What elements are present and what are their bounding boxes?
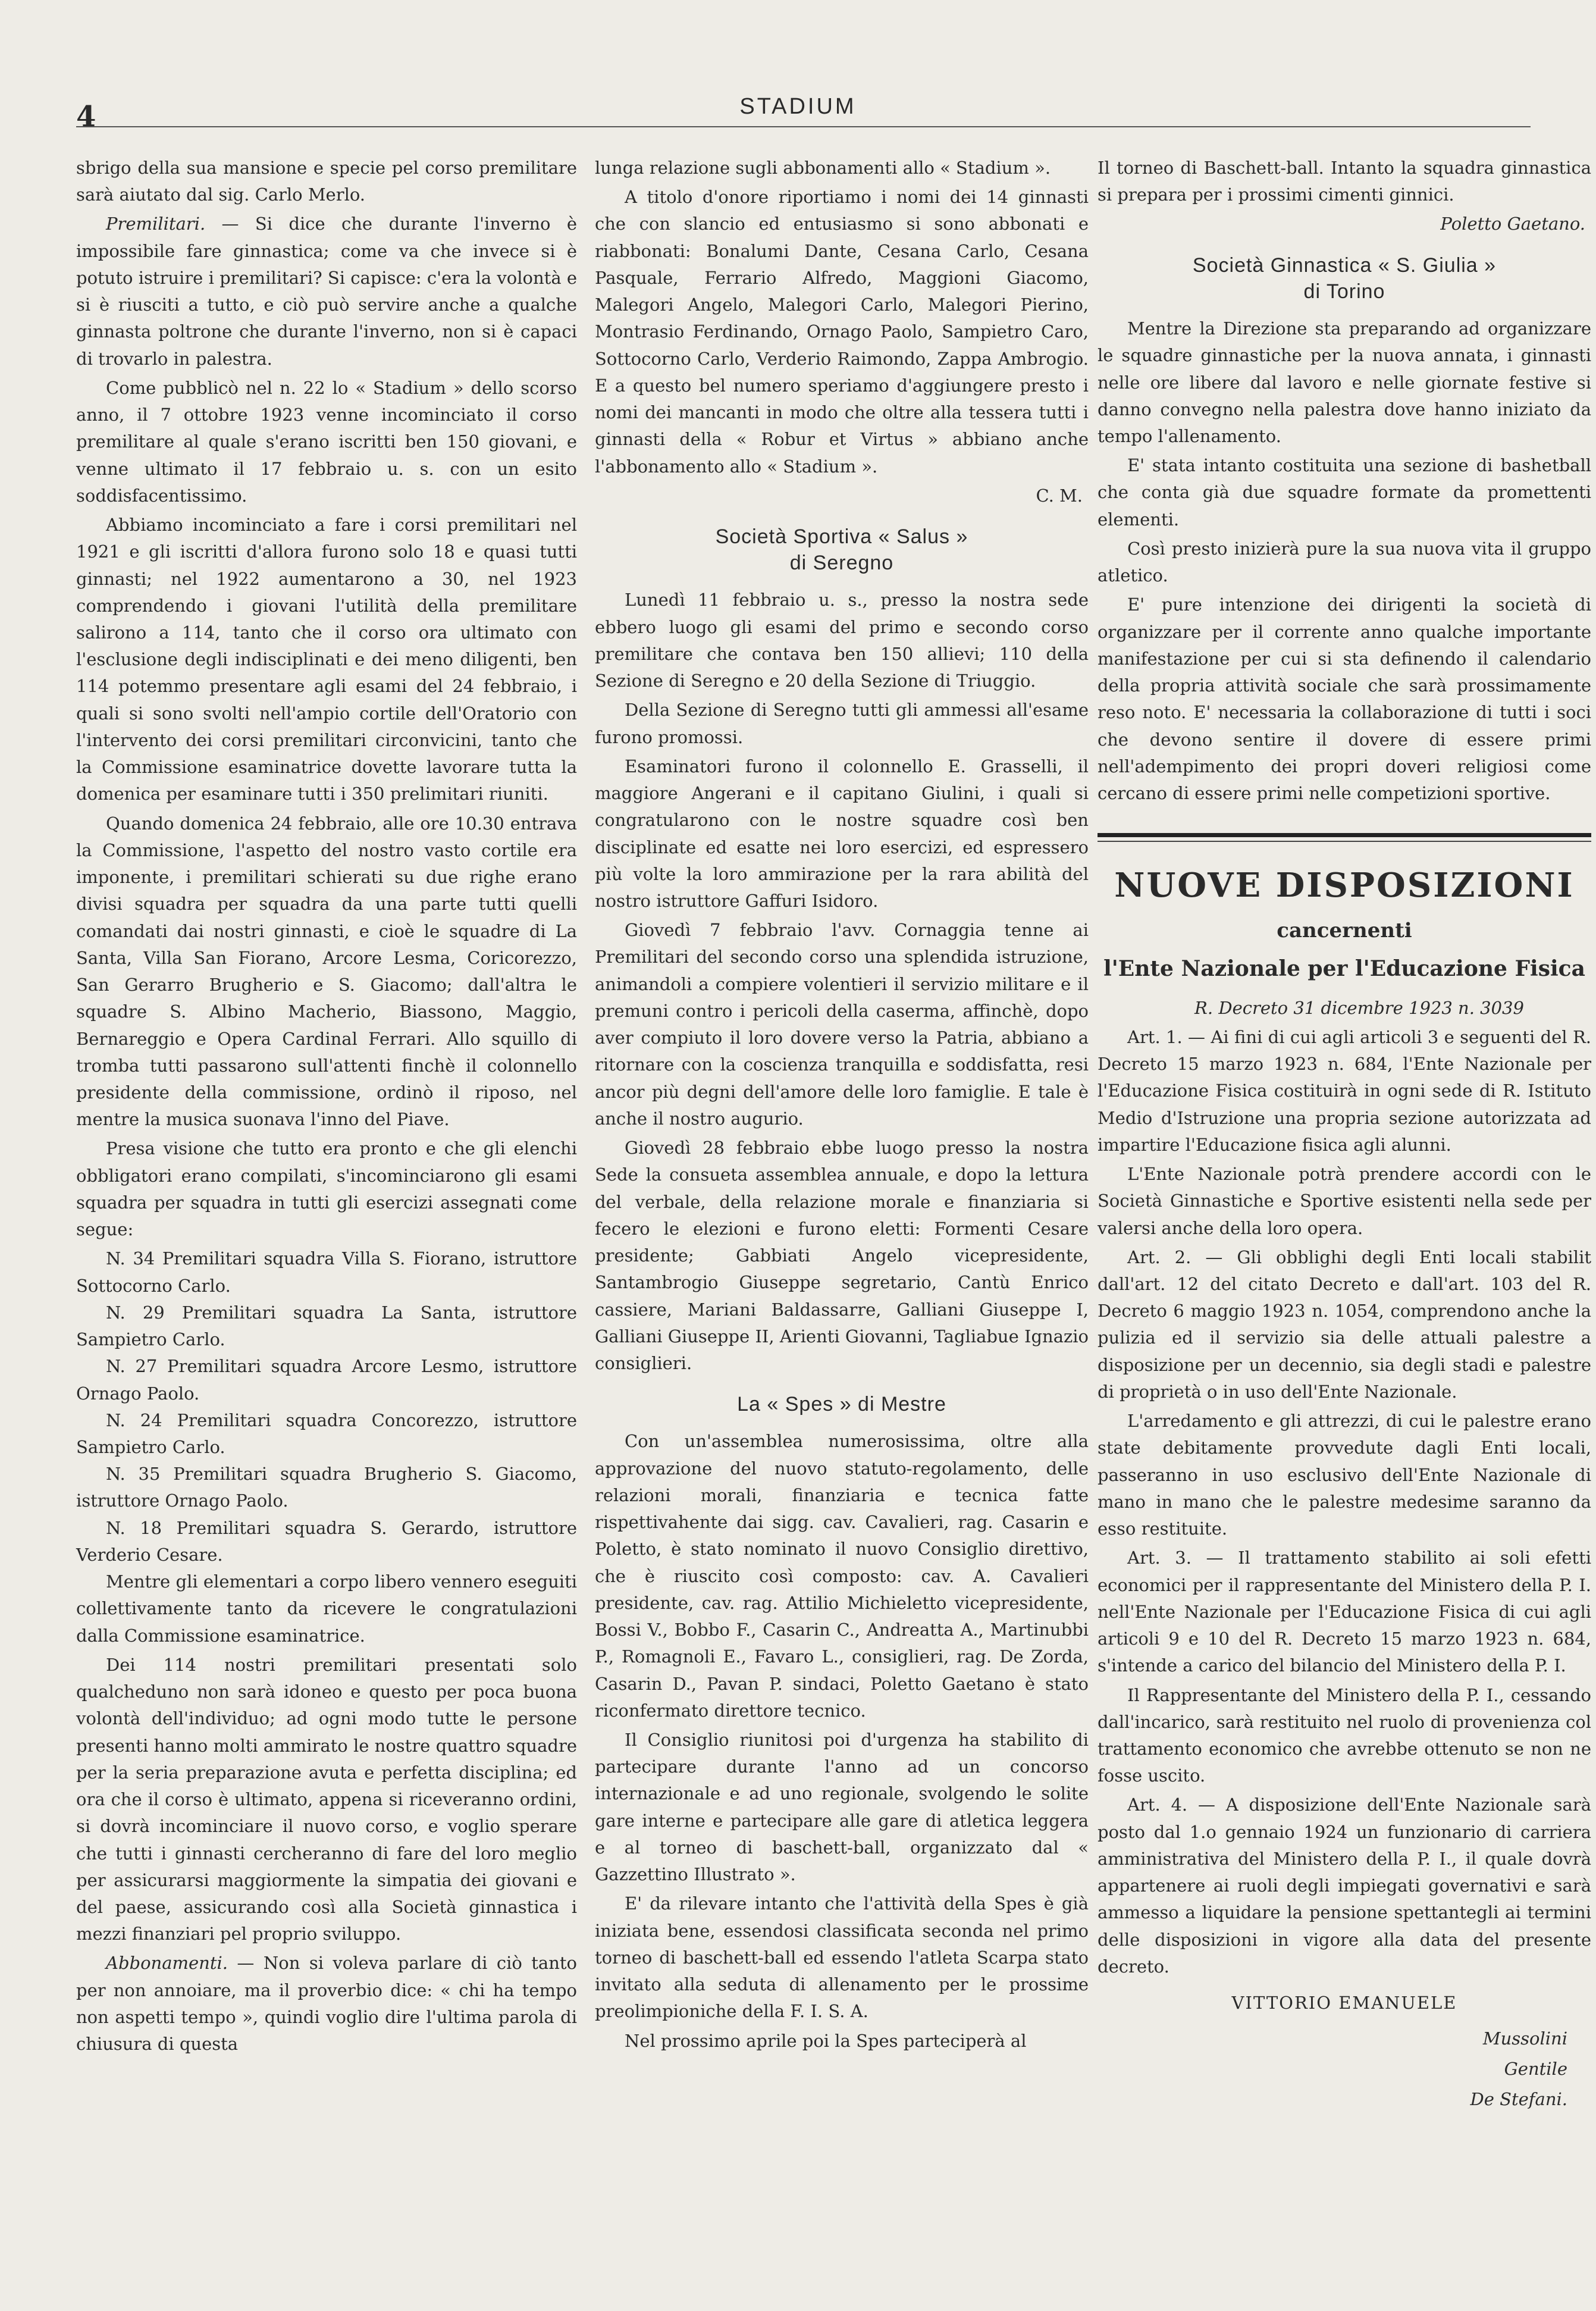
paragraph: Mentre gli elementari a corpo libero vennero eseguiti collettivamente tanto da ricevere le congratulazioni dalla Commissione esaminatrice. [76,1571,577,1646]
notice-title: NUOVE DISPOSIZIONI [1114,866,1575,906]
paragraph-premilitari [76,211,577,372]
paragraph: Quando domenica 24 febbraio, alle ore 10.30 entrava la Commissione, l'aspetto del nostro vasto cortile era imponente, i premilitari schierati su due righe erano divisi squadra per squadra da una parte tutti quelli comandati dai nostri ginnasti, e cioè le squadre di La Santa, Villa San Fiorano, Arcore Lesma, Coricorezzo, San Gerarro Brugherio e S. Giacomo; dall'altra le squadre S. Albino Macherio, Biassono, Maggio, Bernareggio e Opera Cardinal Ferrari. Allo squillo di tromba tutti passarono sull'attenti finchè il colonnello presidente della commissione, ordinò il riposo, nel mentre la musica suonava l'inno del Piave. [76,813,577,1130]
paragraph: Abbiamo incominciato a fare i corsi premilitari nel 1921 e gli iscritti d'allora furono solo 18 e quasi tutti ginnasti; nel 1922 aumentarono a 30, nel 1923 comprendendo i giovani l'utilità della premilitare salirono a 114, tanto che il corso ora ultimato con l'esclusione degli indisciplinati e dei meno diligenti, ben 114 potemmo presentare agli esami del 24 febbraio, i quali si sono svolti nell'ampio cortile dell'Oratorio con l'intervento dei corsi premilitari circonvicini, tanto che la Commissione esaminatrice dovette lavorare tutta la domenica per esaminare tutti i 350 prelimitari riuniti. [76,515,577,804]
article: Art. 2. — Gli obblighi degli Enti locali stabilit dall'art. 12 del citato Decreto e dall'art. 103 del R. Decreto 6 maggio 1923 n. 1054, comprendono anche la pulizia ed il servizio sia delle attuali palestre a disposizione per un decennio, sia degli stadi e palestre di proprietà o in uso dell'Ente Nazionale. [1098,1247,1591,1402]
section-heading-line: di Torino [1303,280,1385,303]
section-heading-line: Società Sportiva « Salus » [715,525,968,549]
paragraph-text: — Si dice che durante l'inverno è impossibile fare ginnastica; come va che invece si è potuto istruire i premilitari? Si capisce: c'era la volontà e si è riusciti a tutto, e ciò può servire anche a qualche ginnasta poltrone che durante l'inverno, non si è capaci di trovarlo in palestra. [76,214,577,369]
signature: Poletto Gaetano. [1440,214,1585,234]
paragraph: Lunedì 11 febbraio u. s., presso la nostra sede ebbero luogo gli esami del primo e secondo corso premilitare che contava ben 150 allievi; 110 della Sezione di Seregno e 20 della Sezione di Triuggio. [595,590,1089,691]
column-1 [76,155,577,2060]
list-item: N. 29 Premilitari squadra La Santa, istruttore Sampietro Carlo. [76,1302,577,1350]
section-heading-salus [595,524,1089,576]
paragraph: E' da rilevare intanto che l'attività della Spes è già iniziata bene, essendosi classificata seconda nel primo torneo di baschett-ball ed essendo l'atleta Scarpa stato invitato alla seduta di allenamento per le prossime preolimpioniche della F. I. S. A. [595,1893,1089,2022]
paragraph: Il torneo di Baschett-ball. Intanto la squadra ginnastica si prepara per i prossimi cimenti ginnici. [1098,158,1591,205]
paragraph: Giovedì 28 febbraio ebbe luogo presso la nostra Sede la consueta assemblea annuale, e dopo la lettura del verbale, della relazione morale e finanziaria si fecero le elezioni e furono eletti: Formenti Cesare presidente; Gabbiati Angelo vicepresidente, Santambrogio Giuseppe segretario, Cantù Enrico cassiere, Mariani Baldassarre, Galliani Giuseppe I, Galliani Giuseppe II, Arienti Giovanni, Tagliabue Ignazio consiglieri. [595,1138,1089,1373]
paragraph: Mentre la Direzione sta preparando ad organizzare le squadre ginnastiche per la nuova annata, i ginnasti nelle ore libere dal lavoro e nelle giornate festive si danno convegno nella palestra dove hanno iniziato da tempo l'allenamento. [1098,318,1591,447]
section-divider-thick [1098,833,1591,837]
paragraph: Giovedì 7 febbraio l'avv. Cornaggia tenne ai Premilitari del secondo corso una splendida istruzione, animandoli a compiere volentieri il servizio militare e il premuni contro i pericoli della caserma, affinchè, dopo aver compiuto il loro dovere verso la Patria, abbiano a ritornare con la coscienza tranquilla e soddisfatta, resi ancor più degni dell'amore delle loro famiglie. E tale è anche il nostro augurio. [595,920,1089,1129]
page-number: 4 [76,100,96,133]
paragraph: Esaminatori furono il colonnello E. Grasselli, il maggiore Angerani e il capitano Giulini, i quali si congratularono con le nostre squadre così ben disciplinate ed esatte nei loro esercizi, ed espressero più volte la loro ammirazione per la rara abilità del nostro istruttore Gaffuri Isidoro. [595,756,1089,911]
notice-subtitle: cancernenti [1277,919,1412,943]
paragraph-abbonamenti [76,1950,577,2058]
header-rule [76,126,1531,127]
paragraph: Presa visione che tutto era pronto e che gli elenchi obbligatori erano compilati, s'incominciarono gli esami squadra per squadra in tutti gli esercizi assegnati come segue: [76,1138,577,1240]
paragraph: A titolo d'onore riportiamo i nomi dei 14 ginnasti che con slancio ed entusiasmo si sono abbonati e riabbonati: Bonalumi Dante, Cesana Carlo, Cesana Pasquale, Ferrario Alfredo, Maggioni Giacomo, Malegori Angelo, Malegori Carlo, Malegori Pierino, Montrasio Ferdinando, Ornago Paolo, Sampietro Caro, Sottocorno Carlo, Verderio Raimondo, Zappa Ambrogio. E a questo bel numero speriamo d'aggiungere presto i nomi dei mancanti in modo che oltre alla tessera tutti i ginnasti della « Robur et Virtus » abbiano anche l'abbonamento allo « Stadium ». [595,187,1089,477]
paragraph-text: — Non si voleva parlare di ciò tanto per non annoiare, ma il proverbio dice: « chi ha tempo non aspetti tempo », quindi voglio dire l'ultima parola di chiusura di questa [76,1953,577,2055]
list-item: N. 35 Premilitari squadra Brugherio S. Giacomo, istruttore Ornago Paolo. [76,1464,577,1511]
section-heading-s-giulia [1098,252,1591,305]
minister-signature: De Stefani. [1470,2088,1567,2109]
paragraph: Con un'assemblea numerosissima, oltre alla approvazione del nuovo statuto-regolamento, delle relazioni morali, finanziaria e tecnica fatte rispettivahente dai sigg. cav. Cavalieri, rag. Casarin e Poletto, è stato nominato il nuovo Consiglio direttivo, che è riuscito così composto: cav. A. Cavalieri presidente, cav. rag. Attilio Michieletto vicepresidente, Bossi V., Bobbo F., Casarin C., Andreatta A., Martinubbi P., Romagnoli E., Favaro L., consiglieri, rag. De Zorda, Casarin D., Pavan P. sindaci, Poletto Gaetano è stato riconfermato direttore tecnico. [595,1431,1089,1721]
paragraph: sbrigo della sua mansione e specie pel corso premilitare sarà aiutato dal sig. Carlo Merlo. [76,158,577,205]
paragraph: Il Consiglio riunitosi poi d'urgenza ha stabilito di partecipare durante l'anno ad un concorso internazionale e ad uno regionale, svolgendo le solite gare interne e partecipare alle gare di atletica leggera e al torneo di baschett-ball, organizzato dal « Gazzettino Illustrato ». [595,1729,1089,1885]
paragraph: L'Ente Nazionale potrà prendere accordi con le Società Ginnastiche e Sportive esistenti nella sede per valersi anche della loro opera. [1098,1164,1591,1238]
paragraph: lunga relazione sugli abbonamenti allo « Stadium ». [595,158,1051,178]
list-item: N. 27 Premilitari squadra Arcore Lesmo, istruttore Ornago Paolo. [76,1356,577,1404]
list-item: N. 24 Premilitari squadra Concorezzo, istruttore Sampietro Carlo. [76,1410,577,1458]
running-title: STADIUM [739,94,857,119]
minister-signature: Mussolini [1482,2028,1567,2049]
king-signature: VITTORIO EMANUELE [1231,1993,1457,2013]
list-item: N. 34 Premilitari squadra Villa S. Fiorano, istruttore Sottocorno Carlo. [76,1248,577,1296]
decree-reference: R. Decreto 31 dicembre 1923 n. 3039 [1194,997,1524,1018]
section-heading-line: di Seregno [789,552,894,575]
run-in-heading: Premilitari. [106,214,206,234]
section-heading-spes [595,1391,1089,1417]
section-heading-line: Società Ginnastica « S. Giulia » [1192,253,1497,277]
paragraph: Il Rappresentante del Ministero della P. I., cessando dall'incarico, sarà restituito nel ruolo di provenienza col trattamento economico che avrebbe ottenuto se non ne fosse uscito. [1098,1684,1591,1786]
run-in-heading: Abbonamenti. [106,1953,228,1974]
paragraph: Così presto inizierà pure la sua nuova vita il gruppo atletico. [1098,538,1591,586]
paragraph: E' pure intenzione dei dirigenti la società di organizzare per il corrente anno qualche importante manifestazione per cui si sta definendo il calendario della propria attività sociale che sarà prossimamente reso noto. E' necessaria la collaborazione di tutti i soci che devono sentire il dovere di essere primi nell'adempimento dei propri doveri religiosi come cercano di essere primi nelle competizioni sportive. [1098,594,1591,804]
section-heading-line: La « Spes » di Mestre [737,1393,946,1416]
section-divider-thin [1098,841,1591,842]
column-3 [1098,155,1591,2115]
signature: C. M. [1036,485,1083,506]
paragraph: Dei 114 nostri premilitari presentati solo qualcheduno non sarà idoneo e questo per poca buona volontà dell'individuo; ad ogni modo tutte le persone presenti hanno molti ammirato le nostre quattro squadre per la seria preparazione avuta e perfetta disciplina; ed ora che il corso è ultimato, appena si riceveranno ordini, si dovrà incominciare il nuovo corso, e voglio sperare che tutti i ginnasti cercheranno di fare del loro meglio per assicurarsi maggiormente la simpatia dei giovani e del paese, assicurando così alla Società ginnastica i mezzi finanziari pel proprio sviluppo. [76,1654,577,1944]
article: Art. 3. — Il trattamento stabilito ai soli efetti economici per il rappresentante del Ministero della P. I. nell'Ente Nazionale per l'Educazione Fisica di cui agli articoli 9 e 10 del R. Decreto 15 marzo 1923 n. 684, s'intende a carico del bilancio del Ministero della P. I. [1098,1548,1591,1676]
article: Art. 4. — A disposizione dell'Ente Nazionale sarà posto dal 1.o gennaio 1924 un funzionario di carriera amministrativa del Ministero della P. I., il quale dovrà appartenere ai ruoli degli impiegati governativi e sarà ammesso a liquidare la pensione spettantegli ai termini delle disposizioni in vigore alla data del presente decreto. [1098,1795,1591,1977]
column-2 [595,155,1089,2057]
minister-signature: Gentile [1504,2059,1567,2080]
article: Art. 1. — Ai fini di cui agli articoli 3 e seguenti del R. Decreto 15 marzo 1923 n. 684, l'Ente Nazionale per l'Educazione Fisica costituirà in ogni sede di R. Istituto Medio d'Istruzione una propria sezione autorizzata ad impartire l'Educazione fisica agli alunni. [1098,1026,1591,1155]
paragraph: Come pubblicò nel n. 22 lo « Stadium » dello scorso anno, il 7 ottobre 1923 venne incominciato il corso premilitare al quale s'erano iscritti ben 150 giovani, e venne ultimato il 17 febbraio u. s. con un esito soddisfacentissimo. [76,377,577,506]
paragraph: L'arredamento e gli attrezzi, di cui le palestre erano state debitamente provvedute dagli Enti locali, passeranno in uso esclusivo dell'Ente Nazionale di mano in mano che le palestre medesime saranno da esso restituite. [1098,1411,1591,1539]
paragraph: Della Sezione di Seregno tutti gli ammessi all'esame furono promossi. [595,700,1089,747]
list-item: N. 18 Premilitari squadra S. Gerardo, istruttore Verderio Cesare. [76,1517,577,1565]
paragraph: Nel prossimo aprile poi la Spes parteciperà al [625,2030,1027,2051]
notice-subtitle: l'Ente Nazionale per l'Educazione Fisica [1103,956,1585,981]
paragraph: E' stata intanto costituita una sezione di bashetball che conta già due squadre formate da promettenti elementi. [1098,455,1591,530]
